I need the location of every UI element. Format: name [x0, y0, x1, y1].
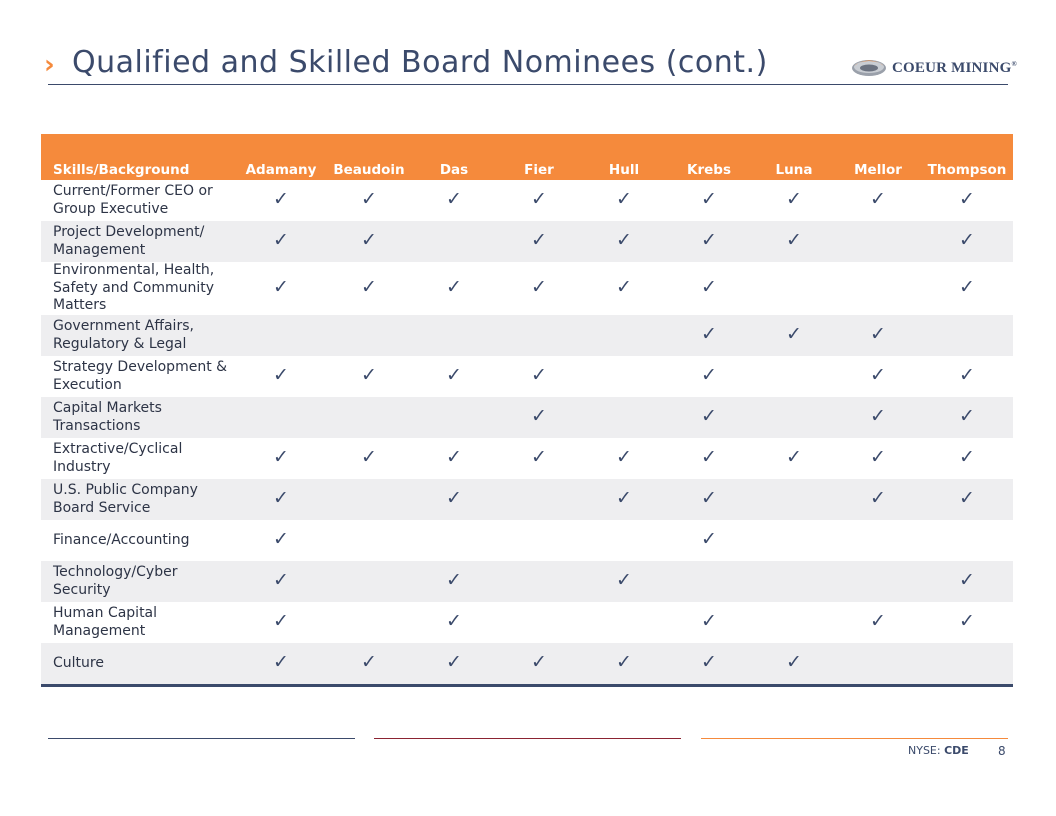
checkmark-icon: ✓: [959, 404, 975, 427]
table-cell: [835, 602, 921, 643]
table-cell: [413, 356, 495, 397]
column-header-nominee: [835, 134, 921, 180]
table-cell: [325, 520, 413, 561]
table-cell: [583, 221, 665, 262]
table-row: [41, 438, 1013, 479]
checkmark-icon: ✓: [273, 609, 289, 632]
skill-label: Government Affairs, Regulatory & Legal: [41, 315, 237, 356]
checkmark-icon: ✓: [273, 363, 289, 386]
column-header-nominee: [413, 134, 495, 180]
checkmark-icon: ✓: [616, 568, 632, 591]
table-cell: [835, 315, 921, 356]
title-chevron-icon: ›: [44, 50, 55, 80]
table-cell: [665, 479, 753, 520]
table-cell: [753, 520, 835, 561]
checkmark-icon: ✓: [701, 404, 717, 427]
table-cell: [835, 438, 921, 479]
checkmark-icon: ✓: [701, 650, 717, 673]
table-cell: [753, 397, 835, 438]
column-header-nominee: [921, 134, 1013, 180]
column-header-label: Adamany: [245, 162, 317, 178]
checkmark-icon: ✓: [959, 363, 975, 386]
table-cell: [495, 180, 583, 221]
table-cell: [237, 262, 325, 315]
column-header-label: Luna: [775, 162, 813, 178]
checkmark-icon: ✓: [531, 404, 547, 427]
table-cell: [665, 643, 753, 686]
table-cell: [753, 356, 835, 397]
checkmark-icon: ✓: [361, 187, 377, 210]
table-cell: [413, 438, 495, 479]
table-cell: [583, 561, 665, 602]
checkmark-icon: ✓: [531, 275, 547, 298]
table-cell: [753, 262, 835, 315]
checkmark-icon: ✓: [616, 445, 632, 468]
table-cell: [665, 315, 753, 356]
table-row: [41, 397, 1013, 438]
ticker-prefix: NYSE:: [908, 744, 941, 757]
checkmark-icon: ✓: [959, 445, 975, 468]
page-title: Qualified and Skilled Board Nominees (cont.): [72, 45, 768, 80]
footer-rule-navy: [48, 738, 355, 739]
checkmark-icon: ✓: [531, 650, 547, 673]
table-cell: [325, 180, 413, 221]
table-cell: [495, 438, 583, 479]
checkmark-icon: ✓: [273, 527, 289, 550]
table-cell: [237, 180, 325, 221]
table-cell: [413, 315, 495, 356]
table-cell: [753, 602, 835, 643]
checkmark-icon: ✓: [870, 322, 886, 345]
checkmark-icon: ✓: [959, 275, 975, 298]
table-cell: [413, 221, 495, 262]
table-cell: [325, 438, 413, 479]
table-cell: [921, 221, 1013, 262]
table-cell: [583, 602, 665, 643]
table-cell: [665, 262, 753, 315]
column-header-label: Fier: [524, 162, 554, 178]
table-cell: [753, 180, 835, 221]
checkmark-icon: ✓: [273, 568, 289, 591]
table-cell: [237, 602, 325, 643]
table-row: [41, 356, 1013, 397]
table-cell: [583, 315, 665, 356]
table-cell: [583, 180, 665, 221]
table-cell: [413, 602, 495, 643]
skill-label: Strategy Development & Execution: [53, 359, 228, 393]
checkmark-icon: ✓: [616, 486, 632, 509]
checkmark-icon: ✓: [616, 187, 632, 210]
checkmark-icon: ✓: [701, 187, 717, 210]
table-cell: [495, 262, 583, 315]
checkmark-icon: ✓: [870, 187, 886, 210]
checkmark-icon: ✓: [273, 187, 289, 210]
skill-label: Project Development/ Management: [41, 221, 237, 262]
column-header-label: Beaudoin: [333, 162, 405, 178]
table-cell: [237, 561, 325, 602]
table-cell: [325, 315, 413, 356]
table-cell: [835, 479, 921, 520]
footer-rule-maroon: [374, 738, 681, 739]
checkmark-icon: ✓: [701, 609, 717, 632]
column-header-nominee: [325, 134, 413, 180]
skills-matrix-table: [41, 134, 1013, 687]
checkmark-icon: ✓: [446, 275, 462, 298]
checkmark-icon: ✓: [959, 486, 975, 509]
checkmark-icon: ✓: [959, 568, 975, 591]
skill-label: Culture: [41, 643, 237, 686]
table-cell: [237, 438, 325, 479]
skill-label: Human Capital Management: [53, 605, 158, 639]
table-cell: [237, 315, 325, 356]
table-cell: [921, 561, 1013, 602]
table-cell: [495, 561, 583, 602]
column-header-nominee: [583, 134, 665, 180]
table-cell: [237, 479, 325, 520]
checkmark-icon: ✓: [870, 363, 886, 386]
table-cell: [413, 520, 495, 561]
table-row: [41, 520, 1013, 561]
table-cell: [921, 180, 1013, 221]
table-cell: [325, 356, 413, 397]
checkmark-icon: ✓: [870, 445, 886, 468]
table-cell: [583, 520, 665, 561]
table-row: [41, 180, 1013, 221]
column-header-label: Krebs: [687, 162, 731, 178]
table-cell: [665, 438, 753, 479]
table-row: [41, 561, 1013, 602]
checkmark-icon: ✓: [701, 486, 717, 509]
table-cell: [835, 356, 921, 397]
table-cell: [921, 479, 1013, 520]
table-cell: [237, 520, 325, 561]
table-cell: [495, 643, 583, 686]
checkmark-icon: ✓: [446, 363, 462, 386]
checkmark-icon: ✓: [701, 322, 717, 345]
checkmark-icon: ✓: [531, 187, 547, 210]
table-cell: [921, 520, 1013, 561]
table-cell: [753, 561, 835, 602]
checkmark-icon: ✓: [446, 187, 462, 210]
table-cell: [413, 479, 495, 520]
table-cell: [835, 221, 921, 262]
table-cell: [237, 356, 325, 397]
checkmark-icon: ✓: [531, 363, 547, 386]
checkmark-icon: ✓: [786, 445, 802, 468]
table-cell: [237, 397, 325, 438]
checkmark-icon: ✓: [273, 275, 289, 298]
checkmark-icon: ✓: [616, 228, 632, 251]
table-cell: [665, 602, 753, 643]
table-cell: [495, 315, 583, 356]
table-cell: [665, 397, 753, 438]
checkmark-icon: ✓: [870, 486, 886, 509]
table-cell: [835, 262, 921, 315]
registered-mark: ®: [1011, 59, 1017, 68]
checkmark-icon: ✓: [701, 445, 717, 468]
checkmark-icon: ✓: [446, 486, 462, 509]
table-cell: [325, 602, 413, 643]
coeur-logo-icon: [850, 57, 888, 79]
table-cell: [325, 561, 413, 602]
checkmark-icon: ✓: [786, 322, 802, 345]
checkmark-icon: ✓: [446, 568, 462, 591]
checkmark-icon: ✓: [361, 650, 377, 673]
footer-rule-orange: [701, 738, 1008, 739]
table-cell: [921, 602, 1013, 643]
footer-ticker: [908, 744, 969, 757]
checkmark-icon: ✓: [361, 445, 377, 468]
checkmark-icon: ✓: [273, 650, 289, 673]
column-header-label: Mellor: [854, 162, 902, 178]
skill-label: Environmental, Health, Safety and Community Matters: [53, 262, 215, 314]
checkmark-icon: ✓: [531, 228, 547, 251]
table-cell: [665, 356, 753, 397]
table-cell: [325, 397, 413, 438]
table-cell: [583, 438, 665, 479]
column-header-nominee: [665, 134, 753, 180]
table-cell: [237, 221, 325, 262]
table-cell: [495, 221, 583, 262]
table-row: [41, 602, 1013, 643]
table-cell: [921, 262, 1013, 315]
checkmark-icon: ✓: [446, 650, 462, 673]
table-cell: [753, 315, 835, 356]
logo-text: COEUR MINING: [892, 59, 1012, 76]
checkmark-icon: ✓: [959, 228, 975, 251]
table-cell: [665, 180, 753, 221]
table-cell: [413, 262, 495, 315]
company-logo: [850, 56, 1017, 80]
checkmark-icon: ✓: [870, 404, 886, 427]
table-cell: [921, 315, 1013, 356]
table-cell: [413, 180, 495, 221]
column-header-nominee: [753, 134, 835, 180]
checkmark-icon: ✓: [701, 527, 717, 550]
table-cell: [753, 479, 835, 520]
table-cell: [237, 643, 325, 686]
table-row: [41, 479, 1013, 520]
checkmark-icon: ✓: [446, 445, 462, 468]
column-header-nominee: [237, 134, 325, 180]
page-number: 8: [998, 744, 1006, 758]
checkmark-icon: ✓: [273, 228, 289, 251]
checkmark-icon: ✓: [959, 187, 975, 210]
table-row: [41, 221, 1013, 262]
checkmark-icon: ✓: [870, 609, 886, 632]
table-cell: [665, 520, 753, 561]
table-cell: [325, 221, 413, 262]
table-cell: [583, 397, 665, 438]
table-cell: [921, 356, 1013, 397]
table-row: [41, 262, 1013, 315]
table-body: [41, 180, 1013, 686]
skill-label: Capital Markets Transactions: [41, 397, 237, 438]
table-cell: [921, 397, 1013, 438]
table-cell: [495, 397, 583, 438]
table-cell: [665, 221, 753, 262]
checkmark-icon: ✓: [786, 650, 802, 673]
table-cell: [413, 561, 495, 602]
table-cell: [835, 397, 921, 438]
table-cell: [495, 356, 583, 397]
checkmark-icon: ✓: [701, 363, 717, 386]
column-header-label: Skills/Background: [53, 162, 190, 178]
table-cell: [583, 479, 665, 520]
table-row: [41, 643, 1013, 686]
column-header-nominee: [495, 134, 583, 180]
checkmark-icon: ✓: [701, 228, 717, 251]
checkmark-icon: ✓: [531, 445, 547, 468]
table-cell: [325, 479, 413, 520]
checkmark-icon: ✓: [959, 609, 975, 632]
title-divider: [48, 84, 1008, 85]
checkmark-icon: ✓: [273, 486, 289, 509]
table-cell: [495, 520, 583, 561]
column-header-skills: [41, 134, 237, 180]
table-cell: [835, 520, 921, 561]
table-cell: [495, 602, 583, 643]
column-header-label: Thompson: [927, 162, 1007, 178]
checkmark-icon: ✓: [273, 445, 289, 468]
checkmark-icon: ✓: [446, 609, 462, 632]
table-cell: [835, 180, 921, 221]
table-cell: [665, 561, 753, 602]
table-cell: [583, 262, 665, 315]
checkmark-icon: ✓: [701, 275, 717, 298]
table-cell: [835, 561, 921, 602]
table-cell: [413, 397, 495, 438]
table-cell: [753, 221, 835, 262]
table-cell: [495, 479, 583, 520]
checkmark-icon: ✓: [786, 187, 802, 210]
table-cell: [921, 643, 1013, 686]
table-row: [41, 315, 1013, 356]
table-header-row: [41, 134, 1013, 180]
checkmark-icon: ✓: [361, 275, 377, 298]
table-cell: [921, 438, 1013, 479]
checkmark-icon: ✓: [786, 228, 802, 251]
checkmark-icon: ✓: [361, 228, 377, 251]
table-cell: [753, 643, 835, 686]
skill-label: Finance/Accounting: [53, 531, 190, 548]
table-cell: [413, 643, 495, 686]
checkmark-icon: ✓: [361, 363, 377, 386]
table-cell: [753, 438, 835, 479]
skill-label: U.S. Public Company Board Service: [41, 479, 237, 520]
table-cell: [325, 643, 413, 686]
logo-wordmark: [892, 60, 1017, 77]
column-header-label: Hull: [608, 162, 640, 178]
table-cell: [583, 356, 665, 397]
ticker-symbol: CDE: [944, 744, 969, 757]
table-cell: [835, 643, 921, 686]
table-cell: [325, 262, 413, 315]
checkmark-icon: ✓: [616, 650, 632, 673]
checkmark-icon: ✓: [616, 275, 632, 298]
skill-label: Current/Former CEO or Group Executive: [53, 183, 213, 217]
column-header-label: Das: [439, 162, 469, 178]
skill-label: Extractive/Cyclical Industry: [53, 441, 183, 475]
skill-label: Technology/Cyber Security: [41, 561, 237, 602]
table-cell: [583, 643, 665, 686]
